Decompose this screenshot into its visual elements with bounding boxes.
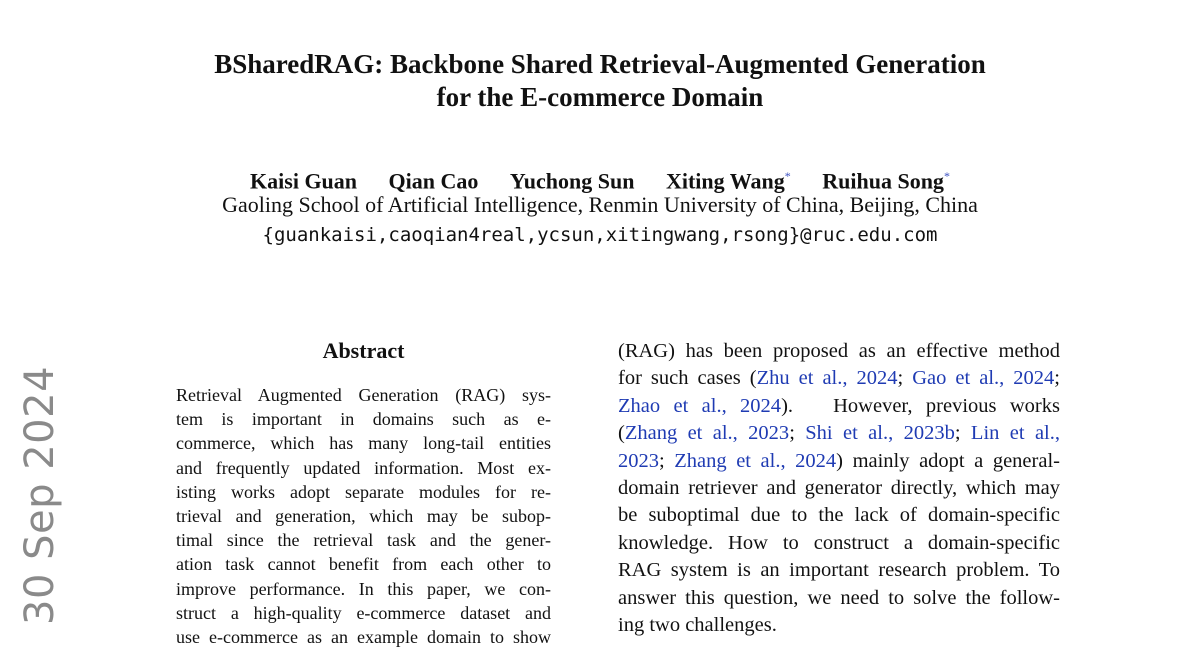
title-line-2: for the E-commerce Domain	[436, 82, 764, 112]
abstract-heading: Abstract	[322, 338, 405, 363]
author: Ruihua Song*	[822, 168, 950, 194]
citation-link[interactable]: Gao et al., 2024	[912, 367, 1055, 390]
body-line: knowledge. How to construct a domain-specific	[618, 531, 1060, 554]
body-line: RAG system is an important research problem. To	[618, 559, 1060, 582]
citation-link[interactable]: 2023	[618, 449, 659, 472]
body-line: answer this question, we need to solve the follow-	[618, 586, 1060, 609]
abstract-line: tem is important in domains such as e-	[176, 409, 551, 430]
corresponding-mark[interactable]: *	[784, 169, 791, 183]
abstract-line: and frequently updated information. Most ex-	[176, 457, 551, 478]
body-line: 2023; Zhang et al., 2024) mainly adopt a general-	[618, 449, 1060, 472]
abstract-body	[176, 383, 551, 649]
body-line: Zhao et al., 2024). However, previous works	[618, 394, 1060, 417]
abstract-line: timal since the retrieval task and the gener-	[176, 530, 551, 551]
title-line-1: BSharedRAG: Backbone Shared Retrieval-Augmented Generation	[214, 49, 986, 79]
citation-link[interactable]: Zhao et al., 2024	[618, 394, 782, 417]
abstract-line: improve performance. In this paper, we con-	[176, 578, 551, 599]
abstract-line: isting works adopt separate modules for re-	[176, 481, 551, 502]
body-line: for such cases (Zhu et al., 2024; Gao et al., 2024;	[618, 367, 1060, 390]
body-line: (RAG) has been proposed as an effective method	[618, 340, 1060, 362]
author: Xiting Wang*	[665, 168, 791, 194]
author: Yuchong Sun	[509, 168, 635, 194]
citation-link[interactable]: Lin et al.,	[970, 422, 1060, 445]
paper-title	[150, 48, 1050, 114]
author: Qian Cao	[388, 168, 479, 194]
abstract-line: trieval and generation, which may be subop-	[176, 506, 551, 527]
abstract-line: struct a high-quality e-commerce dataset and	[176, 602, 551, 623]
abstract-line: use e-commerce as an example domain to show	[176, 627, 551, 648]
citation-link[interactable]: Shi et al., 2023b	[805, 422, 955, 445]
body-line: domain retriever and generator directly, which may	[618, 477, 1060, 500]
citation-link[interactable]: Zhang et al., 2023	[624, 422, 790, 445]
arxiv-date-stamp: 30 Sep 2024	[17, 365, 63, 625]
citation-link[interactable]: Zhang et al., 2024	[674, 449, 837, 472]
affiliation: Gaoling School of Artificial Intelligence, Renmin University of China, Beijing, China	[222, 192, 978, 217]
body-line: ing two challenges.	[618, 614, 777, 637]
author: Kaisi Guan	[250, 168, 358, 194]
citation-link[interactable]: Zhu et al., 2024	[756, 367, 898, 390]
abstract-line: ation task cannot benefit from each other to	[176, 554, 551, 575]
body-line: be suboptimal due to the lack of domain-specific	[618, 504, 1060, 527]
abstract-line: commerce, which has many long-tail entities	[176, 433, 551, 454]
author-emails: {guankaisi,caoqian4real,ycsun,xitingwang,rsong}@ruc.edu.com	[262, 224, 938, 246]
corresponding-mark[interactable]: *	[943, 169, 950, 183]
body-line: (Zhang et al., 2023; Shi et al., 2023b; Lin et al.,	[618, 422, 1060, 445]
intro-column	[618, 338, 1060, 639]
abstract-line: Retrieval Augmented Generation (RAG) sys-	[176, 385, 551, 405]
